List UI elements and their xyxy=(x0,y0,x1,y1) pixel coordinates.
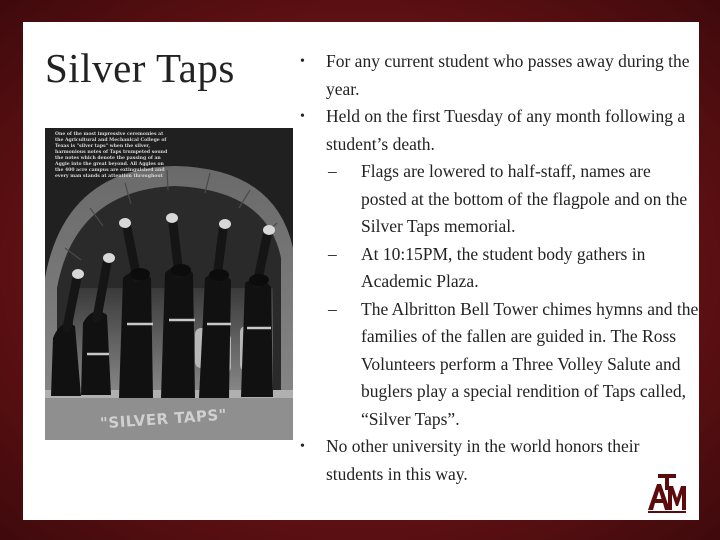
bullet-text: For any current student who passes away during the year. xyxy=(326,51,690,99)
dash-mark: – xyxy=(328,298,337,319)
sub-bullet-item xyxy=(300,241,700,296)
photo-caption: One of the most impressive ceremonies at the Agricultural and Mechanical College of Texas is "silver taps" when the silver, harmonious notes of Taps trumpeted sound the notes which denote the passing of an Aggie into the great beyond. All Aggies on the 400 acre campus are extinguished and every man stands at attention throughout xyxy=(55,132,168,179)
photo-title: "SILVER TAPS" xyxy=(99,405,228,433)
sub-bullet-item xyxy=(300,296,700,434)
bullet-item xyxy=(300,433,700,488)
bullet-item xyxy=(300,103,700,158)
bullet-mark: • xyxy=(300,439,305,454)
tamu-atm-logo xyxy=(646,472,688,514)
sub-bullet-text: At 10:15PM, the student body gathers in Academic Plaza. xyxy=(361,243,646,291)
bullet-list xyxy=(300,48,700,488)
slide-title: Silver Taps xyxy=(45,45,235,91)
bullet-mark: • xyxy=(300,109,305,124)
sub-bullet-text: The Albritton Bell Tower chimes hymns and the families of the fallen are guided in. The Ross Volunteers perform a Three Volley Salute and buglers play a special rendition of Taps called, “Silver Taps”. xyxy=(361,298,699,429)
bullet-mark: • xyxy=(300,54,305,69)
bullet-item xyxy=(300,48,700,103)
bullet-text: No other university in the world honors their students in this way. xyxy=(326,436,640,484)
bullet-text: Held on the first Tuesday of any month following a student’s death. xyxy=(326,106,686,154)
sub-bullet-item xyxy=(300,158,700,241)
dash-mark: – xyxy=(328,243,337,264)
dash-mark: – xyxy=(328,161,337,181)
silver-taps-photo xyxy=(45,128,293,440)
sub-bullet-text: Flags are lowered to half-staff, names are posted at the bottom of the flagpole and on the Silver Taps memorial. xyxy=(361,161,688,236)
